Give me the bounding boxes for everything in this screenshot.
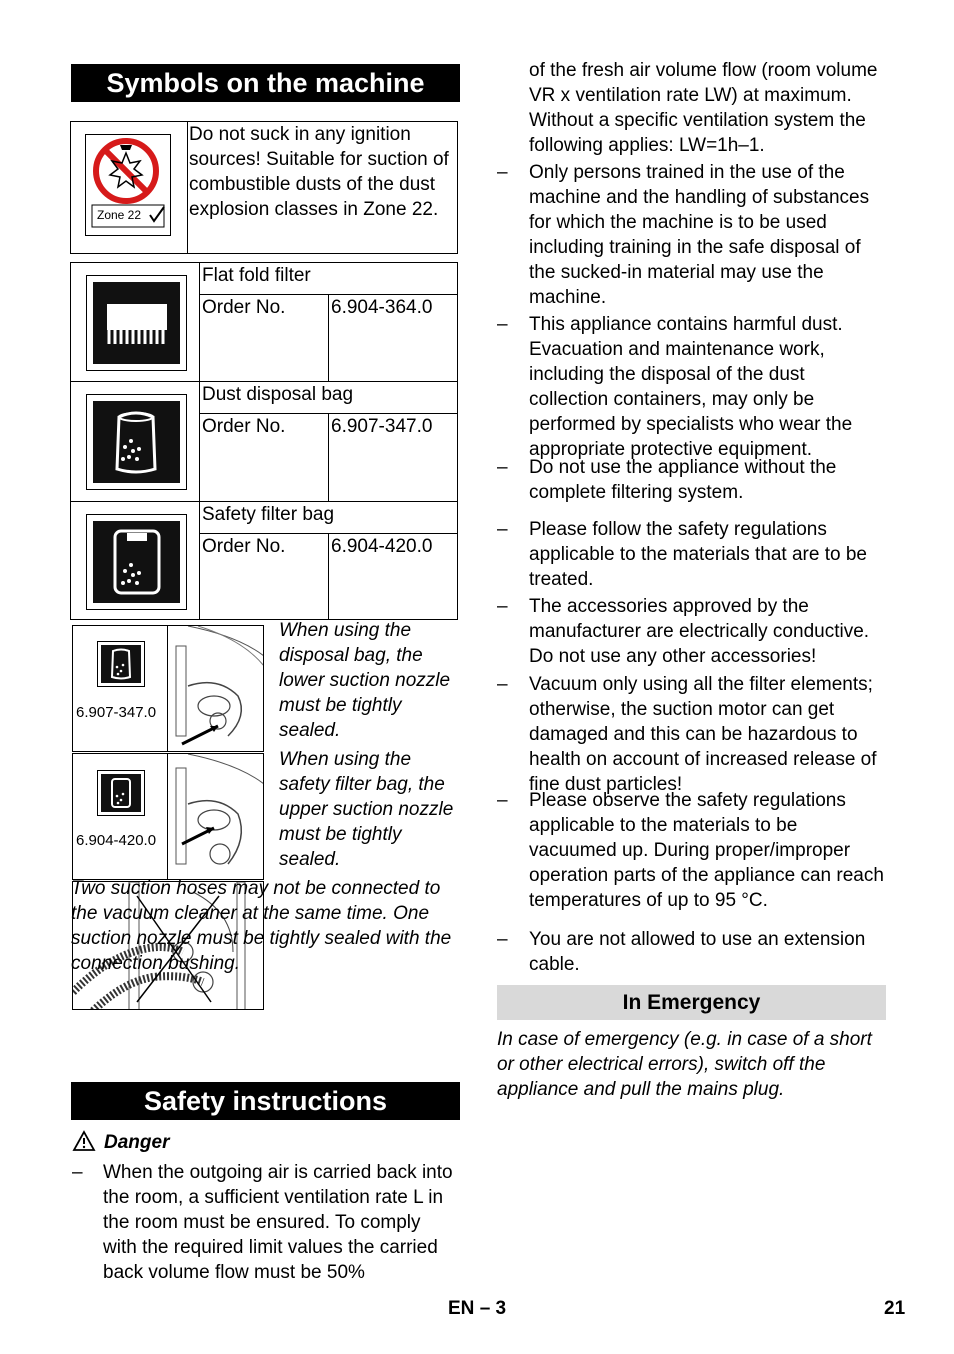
photo-code-2: 6.904-420.0: [76, 832, 157, 849]
emergency-heading-bar: [497, 985, 886, 1020]
bullet-dash: –: [497, 162, 508, 183]
bullet-dash: –: [497, 519, 508, 540]
safety-list-item-text: The accessories approved by the manufacturer are electrically conductive. Do not use any other accessories!: [529, 596, 870, 667]
dust-disposal-bag-icon: [86, 394, 187, 490]
photo-caption-2: When using the safety filter bag, the upper suction nozzle must be tightly sealed.: [279, 749, 454, 870]
safety-filter-bag-icon: [86, 514, 187, 610]
safety-list-item-text: Please follow the safety regulations applicable to the materials that are to be treated.: [529, 519, 867, 590]
footer-section-code: EN: [448, 1298, 475, 1319]
safety-list-item-text: Only persons trained in the use of the machine and the handling of substances for which the machine is to be used including training in the safe disposal of the sucked-in material may use the machine.: [529, 162, 870, 308]
bullet-dash: –: [497, 929, 508, 950]
order-label-1: Order No.: [202, 297, 286, 318]
safety-heading: Safety instructions: [71, 1082, 460, 1120]
bullet-dash: –: [497, 790, 508, 811]
hoses-caption: Two suction hoses may not be connected to the vacuum cleaner at the same time. One suction nozzle must be tightly sealed with the connection bushing.: [71, 878, 452, 974]
safety-filter-bag-photo: [72, 753, 264, 880]
page-number: 21: [884, 1298, 906, 1319]
dust-disposal-bag-small-icon: [97, 641, 145, 687]
filters-table: [70, 262, 458, 620]
filter-name-2: Dust disposal bag: [202, 384, 354, 405]
symbols-heading: Symbols on the machine: [71, 64, 460, 102]
warning-icon: [72, 1130, 96, 1157]
safety-list-item-text: Vacuum only using all the filter elements; otherwise, the suction motor can get damaged and this can be hazardous to health on account of increased release of fine dust particles!: [529, 674, 877, 795]
order-label-2: Order No.: [202, 416, 286, 437]
safety-list-item-text: You are not allowed to use an extension cable.: [529, 929, 866, 975]
photo-code-1: 6.907-347.0: [76, 704, 157, 721]
filter-name-1: Flat fold filter: [202, 265, 311, 286]
order-no-3: 6.904-420.0: [331, 536, 433, 557]
filter-name-3: Safety filter bag: [202, 504, 335, 525]
safety-filter-bag-small-icon: [97, 770, 145, 816]
flat-fold-filter-icon: [86, 275, 187, 371]
bullet-dash: –: [497, 596, 508, 617]
order-no-1: 6.904-364.0: [331, 297, 433, 318]
order-no-2: 6.907-347.0: [331, 416, 433, 437]
bullet-dash: –: [72, 1162, 83, 1183]
bullet-dash: –: [497, 314, 508, 335]
emergency-text: In case of emergency (e.g. in case of a short or other electrical errors), switch off the appliance and pull the mains plug.: [497, 1029, 872, 1100]
footer-section-page: 3: [495, 1298, 507, 1319]
safety-list-item-text: This appliance contains harmful dust. Evacuation and maintenance work, including the disposal of the dust collection containers, may only be performed by specialists who wear the appropriate protective equipment.: [529, 314, 853, 460]
zone-label: Zone 22: [97, 208, 142, 222]
first-safety-item: When the outgoing air is carried back into the room, a sufficient ventilation rate L in the room must be ensured. To comply with the required limit values the carried back volume flow must be 50%: [103, 1162, 453, 1283]
safety-list-item-text: Do not use the appliance without the complete filtering system.: [529, 457, 837, 503]
disposal-bag-photo: [72, 625, 264, 752]
ignition-warning-box: [70, 121, 458, 254]
emergency-heading: In Emergency: [622, 991, 761, 1014]
bullet-dash: –: [497, 457, 508, 478]
danger-label: Danger: [104, 1132, 170, 1153]
no-ignition-icon: [85, 134, 171, 236]
continuation-body: of the fresh air volume flow (room volume VR x ventilation rate LW) at maximum. Without a specific ventilation system the following applies: LW=1h–1.: [529, 60, 878, 156]
continuation-text: [529, 58, 884, 158]
footer-dash: –: [479, 1298, 491, 1319]
ignition-text: Do not suck in any ignition sources! Suitable for suction of combustible dusts of the dust explosion classes in Zone 22.: [189, 124, 449, 220]
photo-caption-1: When using the disposal bag, the lower suction nozzle must be tightly sealed.: [279, 620, 451, 741]
order-label-3: Order No.: [202, 536, 286, 557]
bullet-dash: –: [497, 674, 508, 695]
safety-list-item-text: Please observe the safety regulations applicable to the materials to be vacuumed up. During proper/improper operation parts of the appliance can reach temperatures of up to 95 °C.: [529, 790, 884, 911]
footer-section: [448, 1298, 506, 1320]
